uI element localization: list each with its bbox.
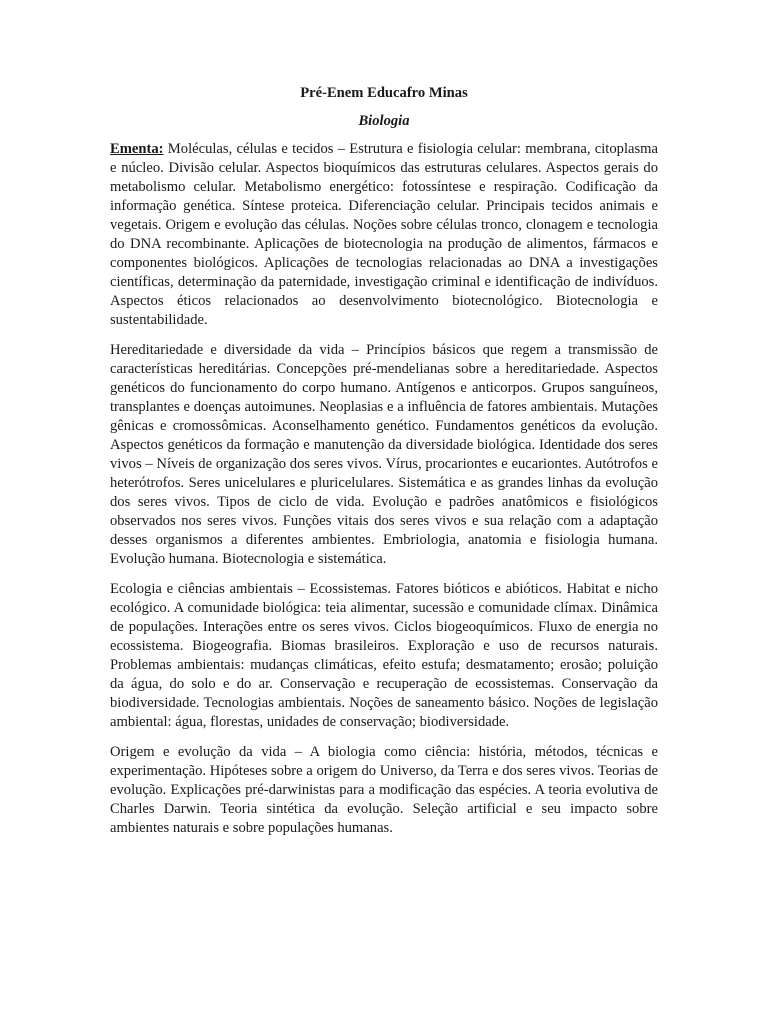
ementa-paragraph <box>110 140 658 330</box>
origem-evolucao-paragraph: Origem e evolução da vida – A biologia como ciência: história, métodos, técnicas e experimentação. Hipóteses sobre a origem do Universo, da Terra e dos seres vivos. Teorias de evolução. Explicações pré-darwinistas para a modificação das espécies. A teoria evolutiva de Charles Darwin. Teoria sintética da evolução. Seleção artificial e seu impacto sobre ambientes naturais e sobre populações humanas. <box>110 744 658 836</box>
ecologia-paragraph: Ecologia e ciências ambientais – Ecossistemas. Fatores bióticos e abióticos. Habitat e nicho ecológico. A comunidade biológica: teia alimentar, sucessão e comunidade clímax. Dinâmica de populações. Interações entre os seres vivos. Ciclos biogeoquímicos. Fluxo de energia no ecossistema. Biogeografia. Biomas brasileiros. Exploração e uso de recursos naturais. Problemas ambientais: mudanças climáticas, efeito estufa; desmatamento; erosão; poluição da água, do solo e do ar. Conservação e recuperação de ecossistemas. Conservação da biodiversidade. Tecnologias ambientais. Noções de saneamento básico. Noções de legislação ambiental: água, florestas, unidades de conservação; biodiversidade. <box>110 581 658 730</box>
page-title: Pré-Enem Educafro Minas <box>300 85 468 101</box>
page-subtitle: Biologia <box>358 113 410 129</box>
ementa-text: Moléculas, células e tecidos – Estrutura e fisiologia celular: membrana, citoplasma e núcleo. Divisão celular. Aspectos bioquímicos das estruturas celulares. Aspectos gerais do metabolismo celular. Metabolismo energético: fotossíntese e respiração. Codificação da informação genética. Síntese proteica. Diferenciação celular. Principais tecidos animais e vegetais. Origem e evolução das células. Noções sobre células tronco, clonagem e tecnologia do DNA recombinante. Aplicações de biotecnologia na produção de alimentos, fármacos e componentes biológicos. Aplicações de tecnologias relacionadas ao DNA a investigações científicas, determinação da paternidade, investigação criminal e identificação de indivíduos. Aspectos éticos relacionados ao desenvolvimento biotecnológico. Biotecnologia e sustentabilidade. <box>110 141 658 328</box>
ementa-label: Ementa: <box>110 141 164 157</box>
hereditariedade-paragraph: Hereditariedade e diversidade da vida – Princípios básicos que regem a transmissão de características hereditárias. Concepções pré-mendelianas sobre a hereditariedade. Aspectos genéticos do funcionamento do corpo humano. Antígenos e anticorpos. Grupos sanguíneos, transplantes e doenças autoimunes. Neoplasias e a influência de fatores ambientais. Mutações gênicas e cromossômicas. Aconselhamento genético. Fundamentos genéticos da evolução. Aspectos genéticos da formação e manutenção da diversidade biológica. Identidade dos seres vivos – Níveis de organização dos seres vivos. Vírus, procariontes e eucariontes. Autótrofos e heterótrofos. Seres unicelulares e pluricelulares. Sistemática e as grandes linhas da evolução dos seres vivos. Tipos de ciclo de vida. Evolução e padrões anatômicos e fisiológicos observados nos seres vivos. Funções vitais dos seres vivos e sua relação com a adaptação desses organismos a diferentes ambientes. Embriologia, anatomia e fisiologia humana. Evolução humana. Biotecnologia e sistemática. <box>110 342 658 567</box>
